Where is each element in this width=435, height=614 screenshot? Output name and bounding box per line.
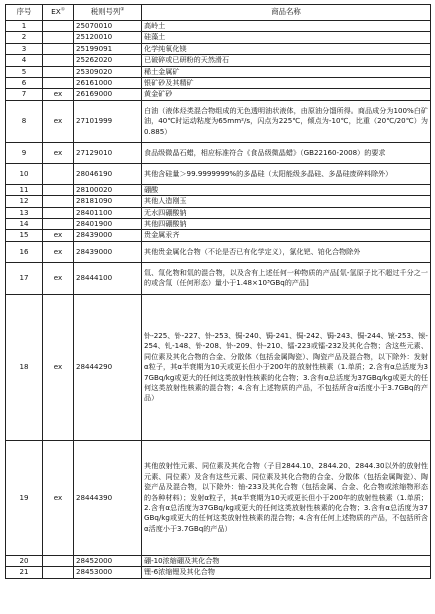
table-row [6, 184, 431, 195]
row-name-cell: 锂-6浓缩锂及其化合物 [142, 567, 431, 578]
row-code-cell: 25120010 [74, 32, 142, 43]
row-code-cell: 25262020 [74, 55, 142, 66]
table-row [6, 55, 431, 66]
row-code-cell: 27101999 [74, 100, 142, 142]
row-ex-cell: ex [43, 262, 74, 294]
row-name-cell: 银矿砂及其精矿 [142, 78, 431, 89]
table-row [6, 219, 431, 230]
row-index-cell: 11 [6, 184, 43, 195]
row-index-cell: 17 [6, 262, 43, 294]
row-name-cell: 其他贵金属化合物（不论是否已有化学定义），氯化钯、铂化合物除外 [142, 241, 431, 262]
table-row [6, 142, 431, 163]
row-ex-cell [43, 219, 74, 230]
row-code-cell: 28444290 [74, 294, 142, 440]
row-name-cell: 其他含硅量＞99.9999999%的多晶硅（太阳能级多晶硅、多晶硅废碎料除外） [142, 163, 431, 184]
row-name-cell: 已破碎或已研粉的天然滑石 [142, 55, 431, 66]
row-index-cell: 10 [6, 163, 43, 184]
table-row [6, 66, 431, 77]
row-index-cell: 18 [6, 294, 43, 440]
row-code-cell: 26161000 [74, 78, 142, 89]
row-ex-cell [43, 32, 74, 43]
table-row [6, 78, 431, 89]
row-index-cell: 14 [6, 219, 43, 230]
row-ex-cell [43, 78, 74, 89]
row-ex-cell: ex [43, 142, 74, 163]
table-row [6, 100, 431, 142]
row-ex-cell [43, 21, 74, 32]
row-ex-cell: ex [43, 241, 74, 262]
row-ex-cell [43, 207, 74, 218]
row-name-cell: 硅藻土 [142, 32, 431, 43]
row-name-cell: 无水四硼酸钠 [142, 207, 431, 218]
row-code-cell: 28181090 [74, 196, 142, 207]
row-index-cell: 21 [6, 567, 43, 578]
table-row [6, 89, 431, 100]
row-name-cell: 化学纯氧化镁 [142, 43, 431, 54]
row-index-cell: 4 [6, 55, 43, 66]
row-code-cell: 28401100 [74, 207, 142, 218]
row-code-cell: 25309020 [74, 66, 142, 77]
table-row [6, 230, 431, 241]
header-index: 序号 [6, 5, 43, 21]
table-row [6, 196, 431, 207]
row-index-cell: 2 [6, 32, 43, 43]
header-code: 税则号列② [74, 5, 142, 21]
table-row [6, 294, 431, 440]
table-row [6, 241, 431, 262]
table-row [6, 262, 431, 294]
row-index-cell: 7 [6, 89, 43, 100]
row-code-cell: 28444100 [74, 262, 142, 294]
row-code-cell: 28444390 [74, 440, 142, 555]
row-code-cell: 26169000 [74, 89, 142, 100]
row-ex-cell [43, 567, 74, 578]
row-name-cell: 食品级微晶石蜡，相应标准符合《食品级微晶蜡》（GB22160-2008）的要求 [142, 142, 431, 163]
row-ex-cell: ex [43, 100, 74, 142]
row-name-cell: 黄金矿砂 [142, 89, 431, 100]
row-code-cell: 28439000 [74, 241, 142, 262]
row-index-cell: 1 [6, 21, 43, 32]
row-ex-cell: ex [43, 440, 74, 555]
table-row [6, 207, 431, 218]
row-index-cell: 5 [6, 66, 43, 77]
row-ex-cell [43, 196, 74, 207]
row-index-cell: 19 [6, 440, 43, 555]
row-ex-cell [43, 43, 74, 54]
row-name-cell: 高岭土 [142, 21, 431, 32]
row-name-cell: 硼-10浓缩硼及其化合物 [142, 555, 431, 566]
row-ex-cell: ex [43, 89, 74, 100]
table-row [6, 43, 431, 54]
row-name-cell: 硼酸 [142, 184, 431, 195]
header-code-footnote-marker: ② [120, 7, 125, 13]
header-ex-footnote-marker: ① [60, 7, 65, 13]
header-ex: EX① [43, 5, 74, 21]
row-index-cell: 20 [6, 555, 43, 566]
row-name-cell: 贵金属汞齐 [142, 230, 431, 241]
table-body [6, 21, 431, 579]
row-name-cell: 其他放射性元素、同位素及其化合物（子目2844.10、2844.20、2844.30以外的放射性元素、同位素）及含有这些元素、同位素及其化合物的合金、分散体（包括金属陶瓷）、陶瓷产品及混合物，以下除外：铀-233及其化合物（包括金属、合金、化合物或浓缩物形态的各种材料）；发射α粒子，其α半衰期为10天或更长但小于200年的放射性核素（1.单质；2.含有α总活度为37GBq/kg或更大的任何这类放射性核素的化合物；3.含有α总活度为37GBq/kg或更大的任何这类放射性核素的混合物；4.含有任何上述物质的产品，不包括所含α活度小于3.7GBq的产品） [142, 440, 431, 555]
row-index-cell: 9 [6, 142, 43, 163]
row-index-cell: 12 [6, 196, 43, 207]
row-index-cell: 6 [6, 78, 43, 89]
row-ex-cell [43, 184, 74, 195]
row-code-cell: 28453000 [74, 567, 142, 578]
table-row [6, 440, 431, 555]
row-index-cell: 13 [6, 207, 43, 218]
row-code-cell: 28452000 [74, 555, 142, 566]
tariff-table [5, 4, 431, 579]
table-row [6, 555, 431, 566]
row-index-cell: 3 [6, 43, 43, 54]
row-name-cell: 稀土金属矿 [142, 66, 431, 77]
row-name-cell: 钋-225、钋-227、钋-253、锔-240、锔-241、锔-242、锔-243、锔-244、锿-253、锿-254、钆-148、钋-208、钋-209、钋-210、镭-223或镭-232及其化合物；含这些元素、同位素及其化合物的合金、分散体（包括金属陶瓷）、陶瓷产品及混合物，以下除外：发射α粒子，其α半衰期为10天或更长但小于200年的放射性核素（1.单质；2.含有α总活度为37GBq/kg或更大的任何这类放射性核素的化合物；3.含有α总活度为37GBq/kg或更大的任何这类放射性核素的混合物；4.含有上述物质的产品，不包括所含α活度小于3.7GBq的产品） [142, 294, 431, 440]
row-index-cell: 8 [6, 100, 43, 142]
row-code-cell: 28046190 [74, 163, 142, 184]
row-code-cell: 25199091 [74, 43, 142, 54]
row-ex-cell [43, 163, 74, 184]
row-index-cell: 15 [6, 230, 43, 241]
row-ex-cell [43, 66, 74, 77]
row-code-cell: 28439000 [74, 230, 142, 241]
row-code-cell: 27129010 [74, 142, 142, 163]
table-row [6, 21, 431, 32]
row-ex-cell [43, 55, 74, 66]
table-header-row [6, 5, 431, 21]
row-ex-cell: ex [43, 294, 74, 440]
row-code-cell: 28401900 [74, 219, 142, 230]
table-row [6, 567, 431, 578]
row-index-cell: 16 [6, 241, 43, 262]
row-name-cell: 氚、氚化物和氚的混合物，以及含有上述任何一种物质的产品[氚-氢原子比不超过千分之一的或含氚（任何形态）量小于1.48×10³GBq的产品] [142, 262, 431, 294]
table-row [6, 32, 431, 43]
row-name-cell: 其他人造刚玉 [142, 196, 431, 207]
row-ex-cell [43, 555, 74, 566]
row-code-cell: 25070010 [74, 21, 142, 32]
row-name-cell: 其他四硼酸钠 [142, 219, 431, 230]
row-name-cell: 白油（液体烃类混合物组成的无色透明油状液体，由原油分馏所得。商品成分为100%白矿油，40℃时运动粘度为65mm²/s，闪点为225℃，倾点为-10℃，比重（20℃/20℃）为0.885） [142, 100, 431, 142]
table-row [6, 163, 431, 184]
row-code-cell: 28100020 [74, 184, 142, 195]
header-name: 商品名称 [142, 5, 431, 21]
row-ex-cell: ex [43, 230, 74, 241]
